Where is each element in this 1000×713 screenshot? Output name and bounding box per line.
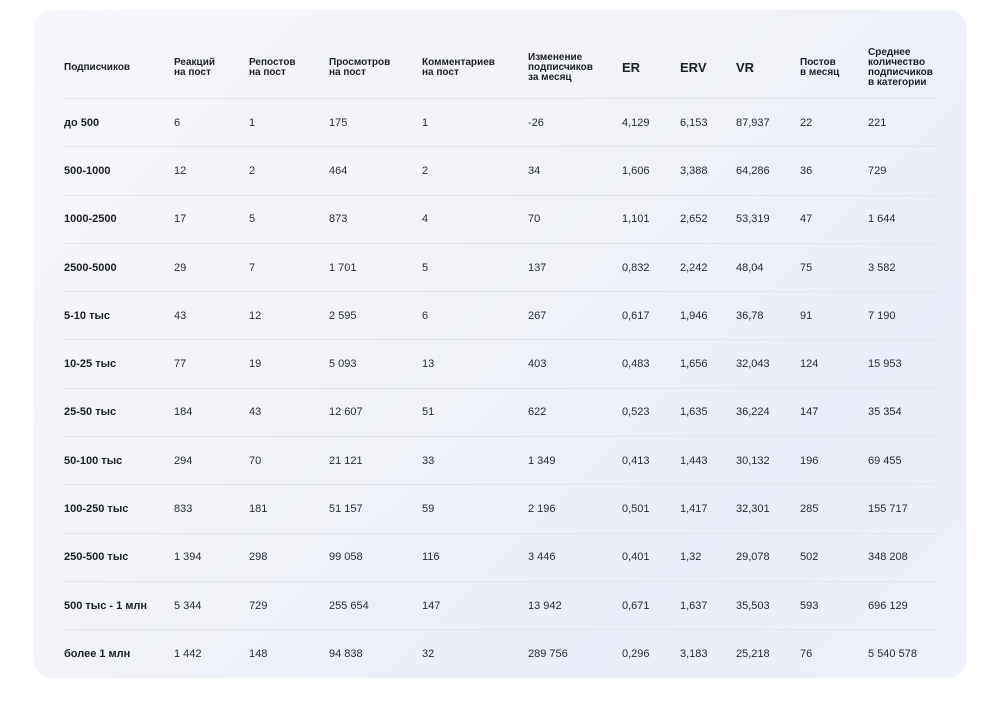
table-row bbox=[64, 581, 937, 629]
table-cell: 0,296 bbox=[622, 630, 680, 678]
table-cell: 75 bbox=[800, 243, 868, 291]
table-cell: 70 bbox=[528, 195, 622, 243]
table-cell: 36,224 bbox=[736, 388, 800, 436]
table-cell: 873 bbox=[329, 195, 422, 243]
table-cell: 148 bbox=[249, 630, 329, 678]
table-row bbox=[64, 533, 937, 581]
table-row bbox=[64, 147, 937, 195]
table-cell: 622 bbox=[528, 388, 622, 436]
table-cell: 1,101 bbox=[622, 195, 680, 243]
table-cell: 5 bbox=[422, 243, 528, 291]
table-cell: 1,635 bbox=[680, 388, 736, 436]
table-cell: 19 bbox=[249, 340, 329, 388]
column-header: Реакций на пост bbox=[174, 57, 215, 78]
table-cell: 464 bbox=[329, 147, 422, 195]
table-cell: 22 bbox=[800, 99, 868, 147]
column-header: Репостов на пост bbox=[249, 57, 296, 78]
table-cell: 0,413 bbox=[622, 437, 680, 485]
table-cell: 1 394 bbox=[174, 533, 249, 581]
header-row bbox=[64, 38, 937, 99]
table-body bbox=[64, 99, 937, 678]
column-header: VR bbox=[736, 60, 755, 75]
table-cell: 17 bbox=[174, 195, 249, 243]
column-header: Среднее количество подписчиков в категории bbox=[868, 47, 933, 88]
table-cell: 5 540 578 bbox=[868, 630, 937, 678]
table-cell: 729 bbox=[249, 581, 329, 629]
table-cell: 6 bbox=[422, 292, 528, 340]
table-cell: 47 bbox=[800, 195, 868, 243]
table-cell: 1,32 bbox=[680, 533, 736, 581]
table-cell: 3 582 bbox=[868, 243, 937, 291]
column-header: ER bbox=[622, 60, 641, 75]
table-cell: 13 bbox=[422, 340, 528, 388]
table-cell: 4 bbox=[422, 195, 528, 243]
table-cell: 7 bbox=[249, 243, 329, 291]
table-cell: 0,501 bbox=[622, 485, 680, 533]
table-cell: 0,832 bbox=[622, 243, 680, 291]
row-label: 10-25 тыс bbox=[64, 340, 174, 388]
table-cell: 255 654 bbox=[329, 581, 422, 629]
table-cell: 6,153 bbox=[680, 99, 736, 147]
column-header: Подписчиков bbox=[64, 62, 131, 73]
table-cell: 43 bbox=[174, 292, 249, 340]
table-cell: 99 058 bbox=[329, 533, 422, 581]
table-cell: 87,937 bbox=[736, 99, 800, 147]
table-cell: 53,319 bbox=[736, 195, 800, 243]
table-cell: 36,78 bbox=[736, 292, 800, 340]
table-cell: 12 bbox=[174, 147, 249, 195]
table-cell: 2 595 bbox=[329, 292, 422, 340]
table-cell: 2,242 bbox=[680, 243, 736, 291]
table-cell: 34 bbox=[528, 147, 622, 195]
column-header: Изменение подписчиков за месяц bbox=[528, 52, 593, 83]
table-cell: 1,656 bbox=[680, 340, 736, 388]
table-cell: 1 644 bbox=[868, 195, 937, 243]
table-cell: 175 bbox=[329, 99, 422, 147]
table-cell: 0,523 bbox=[622, 388, 680, 436]
table-cell: 0,671 bbox=[622, 581, 680, 629]
table-cell: 221 bbox=[868, 99, 937, 147]
row-label: 25-50 тыс bbox=[64, 388, 174, 436]
row-label: 5-10 тыс bbox=[64, 292, 174, 340]
table-cell: 0,617 bbox=[622, 292, 680, 340]
column-header: Просмотров на пост bbox=[329, 57, 391, 78]
table-cell: 147 bbox=[800, 388, 868, 436]
table-cell: 5 344 bbox=[174, 581, 249, 629]
row-label: 500 тыс - 1 млн bbox=[64, 581, 174, 629]
table-cell: 267 bbox=[528, 292, 622, 340]
table-cell: 1,946 bbox=[680, 292, 736, 340]
table-cell: 696 129 bbox=[868, 581, 937, 629]
row-label: более 1 млн bbox=[64, 630, 174, 678]
table-cell: 294 bbox=[174, 437, 249, 485]
row-label: 500-1000 bbox=[64, 147, 174, 195]
table-cell: 1,417 bbox=[680, 485, 736, 533]
table-card bbox=[34, 10, 966, 678]
table-row bbox=[64, 340, 937, 388]
table-cell: 285 bbox=[800, 485, 868, 533]
table-cell: 6 bbox=[174, 99, 249, 147]
table-cell: 30,132 bbox=[736, 437, 800, 485]
table-cell: 76 bbox=[800, 630, 868, 678]
table-cell: 147 bbox=[422, 581, 528, 629]
table-cell: 2,652 bbox=[680, 195, 736, 243]
table-cell: 7 190 bbox=[868, 292, 937, 340]
table-cell: 70 bbox=[249, 437, 329, 485]
table-cell: 155 717 bbox=[868, 485, 937, 533]
table-cell: 51 157 bbox=[329, 485, 422, 533]
table-row bbox=[64, 292, 937, 340]
table-cell: 2 bbox=[422, 147, 528, 195]
table-cell: 116 bbox=[422, 533, 528, 581]
table-cell: 13 942 bbox=[528, 581, 622, 629]
table-cell: 833 bbox=[174, 485, 249, 533]
table-cell: 289 756 bbox=[528, 630, 622, 678]
table-cell: 1 701 bbox=[329, 243, 422, 291]
table-cell: 1 349 bbox=[528, 437, 622, 485]
table-cell: 0,483 bbox=[622, 340, 680, 388]
table-cell: 729 bbox=[868, 147, 937, 195]
table-cell: 64,286 bbox=[736, 147, 800, 195]
table-cell: 5 093 bbox=[329, 340, 422, 388]
table-cell: 29,078 bbox=[736, 533, 800, 581]
table-cell: 59 bbox=[422, 485, 528, 533]
table-cell: 32 bbox=[422, 630, 528, 678]
table-row bbox=[64, 437, 937, 485]
table-cell: 21 121 bbox=[329, 437, 422, 485]
table-cell: 298 bbox=[249, 533, 329, 581]
table-cell: 3,388 bbox=[680, 147, 736, 195]
table-cell: 502 bbox=[800, 533, 868, 581]
row-label: 250-500 тыс bbox=[64, 533, 174, 581]
table-row bbox=[64, 195, 937, 243]
table-cell: 2 196 bbox=[528, 485, 622, 533]
table-row bbox=[64, 243, 937, 291]
table-cell: 12 bbox=[249, 292, 329, 340]
row-label: 1000-2500 bbox=[64, 195, 174, 243]
table-cell: -26 bbox=[528, 99, 622, 147]
table-cell: 12 607 bbox=[329, 388, 422, 436]
table-cell: 0,401 bbox=[622, 533, 680, 581]
table-cell: 29 bbox=[174, 243, 249, 291]
table-cell: 32,301 bbox=[736, 485, 800, 533]
table-cell: 124 bbox=[800, 340, 868, 388]
table-cell: 25,218 bbox=[736, 630, 800, 678]
table-cell: 1,443 bbox=[680, 437, 736, 485]
column-header: Постов в месяц bbox=[800, 57, 840, 78]
table-cell: 1 bbox=[422, 99, 528, 147]
table-row bbox=[64, 388, 937, 436]
table-cell: 35 354 bbox=[868, 388, 937, 436]
table-cell: 348 208 bbox=[868, 533, 937, 581]
table-cell: 51 bbox=[422, 388, 528, 436]
table-cell: 403 bbox=[528, 340, 622, 388]
column-header: Комментариев на пост bbox=[422, 57, 495, 78]
table-cell: 4,129 bbox=[622, 99, 680, 147]
table-row bbox=[64, 99, 937, 147]
table-cell: 3,183 bbox=[680, 630, 736, 678]
table-cell: 137 bbox=[528, 243, 622, 291]
table-cell: 1,637 bbox=[680, 581, 736, 629]
table-cell: 5 bbox=[249, 195, 329, 243]
table-cell: 1,606 bbox=[622, 147, 680, 195]
table-cell: 77 bbox=[174, 340, 249, 388]
table-cell: 48,04 bbox=[736, 243, 800, 291]
table-cell: 94 838 bbox=[329, 630, 422, 678]
table-cell: 196 bbox=[800, 437, 868, 485]
table-cell: 593 bbox=[800, 581, 868, 629]
subscribers-stats-table bbox=[64, 38, 937, 678]
table-cell: 1 442 bbox=[174, 630, 249, 678]
table-cell: 184 bbox=[174, 388, 249, 436]
table-cell: 181 bbox=[249, 485, 329, 533]
row-label: 100-250 тыс bbox=[64, 485, 174, 533]
table-cell: 15 953 bbox=[868, 340, 937, 388]
table-cell: 43 bbox=[249, 388, 329, 436]
table-cell: 91 bbox=[800, 292, 868, 340]
table-cell: 35,503 bbox=[736, 581, 800, 629]
row-label: 2500-5000 bbox=[64, 243, 174, 291]
table-cell: 36 bbox=[800, 147, 868, 195]
row-label: до 500 bbox=[64, 99, 174, 147]
table-cell: 1 bbox=[249, 99, 329, 147]
row-label: 50-100 тыс bbox=[64, 437, 174, 485]
table-row bbox=[64, 630, 937, 678]
table-row bbox=[64, 485, 937, 533]
table-cell: 32,043 bbox=[736, 340, 800, 388]
table-cell: 2 bbox=[249, 147, 329, 195]
table-cell: 3 446 bbox=[528, 533, 622, 581]
column-header: ERV bbox=[680, 60, 707, 75]
table-cell: 33 bbox=[422, 437, 528, 485]
table-cell: 69 455 bbox=[868, 437, 937, 485]
